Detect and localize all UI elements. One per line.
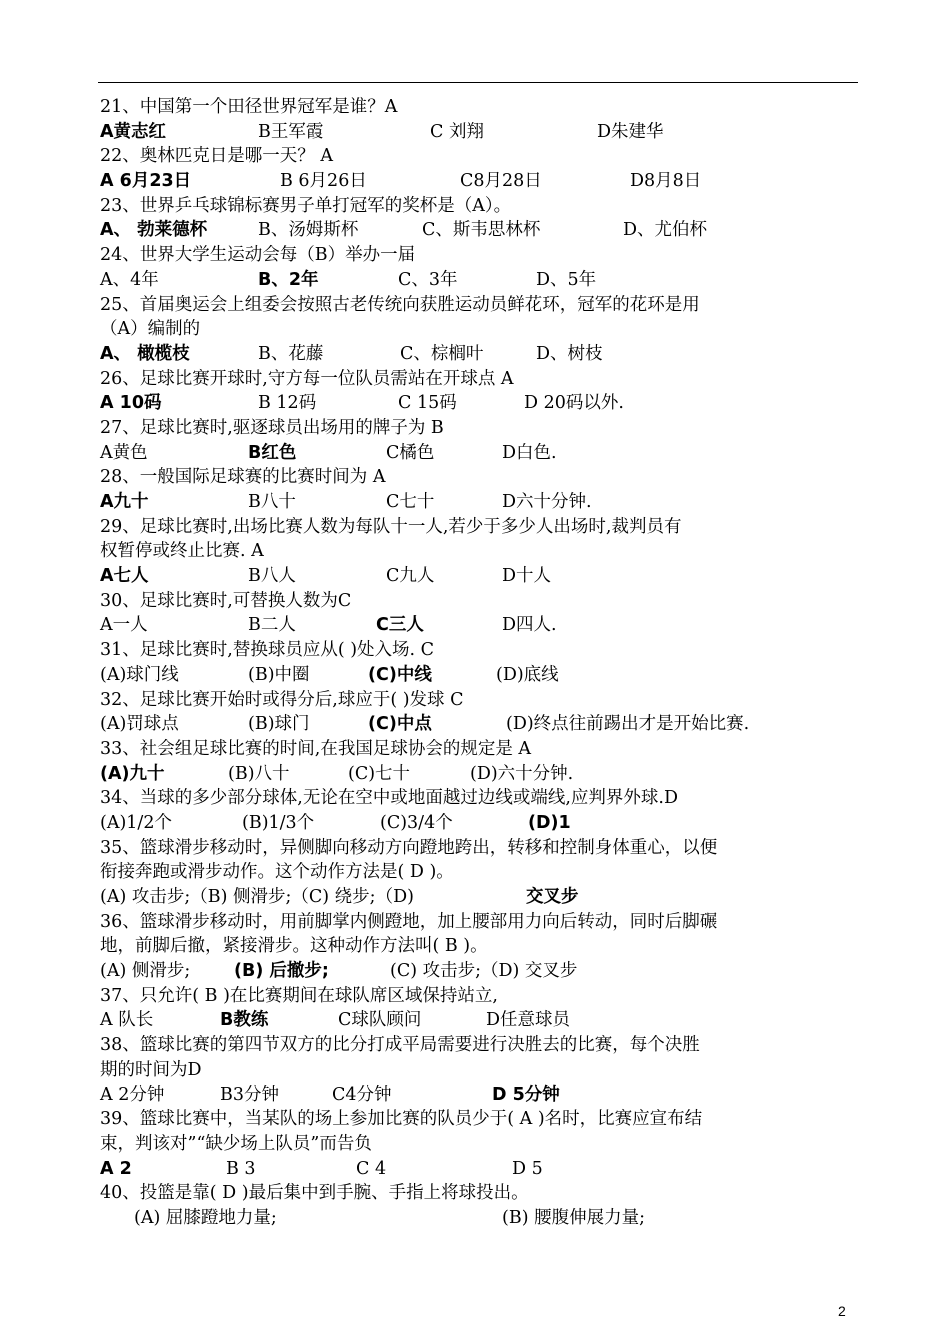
answer-option: (A)球门线: [100, 664, 179, 685]
answer-option: (A)罚球点: [100, 714, 179, 735]
answer-options: [100, 490, 870, 515]
correct-answer-option: (D)1: [528, 812, 571, 833]
correct-answer-option: A 10码: [100, 393, 162, 414]
answer-option: C、棕榈叶: [400, 343, 484, 364]
question-text: 32、足球比赛开始时或得分后,球应于( )发球 C: [100, 689, 464, 710]
answer-options: [100, 441, 870, 466]
answer-option: C 15码: [398, 393, 457, 414]
answer-option: (B)1/3个: [242, 812, 315, 833]
question-text: 23、世界乒乓球锦标赛男子单打冠军的奖杯是（A）。: [100, 195, 512, 216]
answer-option: A 队长: [100, 1010, 154, 1031]
answer-option: (D)终点往前踢出才是开始比赛.: [506, 714, 750, 735]
answer-option: D、5年: [536, 269, 597, 290]
answer-options: [100, 885, 870, 910]
question-text: 34、当球的多少部分球体,无论在空中或地面越过边线或端线,应判界外球.D: [100, 788, 678, 809]
answer-option: B二人: [248, 615, 296, 636]
question-text: 35、篮球滑步移动时，异侧脚向移动方向蹬地跨出，转移和控制身体重心，以便: [100, 837, 718, 858]
correct-answer-option: (B) 后撤步;: [234, 961, 329, 982]
correct-answer-option: C三人: [376, 615, 424, 636]
answer-options: [100, 1083, 870, 1108]
answer-options: [100, 169, 870, 194]
answer-option: (D)六十分钟.: [470, 763, 574, 784]
answer-option: C球队顾问: [338, 1010, 422, 1031]
correct-answer-option: A、 橄榄枝: [100, 343, 190, 364]
page-number: 2: [838, 1303, 846, 1319]
question-text: 地，前脚后撤，紧接滑步。这种动作方法叫( B )。: [100, 936, 488, 957]
correct-answer-option: (C)中线: [368, 664, 432, 685]
answer-option: D任意球员: [486, 1010, 571, 1031]
correct-answer-option: A七人: [100, 566, 149, 587]
question-text: 33、社会组足球比赛的时间,在我国足球协会的规定是 A: [100, 738, 532, 759]
answer-option: (D)底线: [496, 664, 559, 685]
answer-option: D、树枝: [536, 343, 603, 364]
answer-option: (B) 腰腹伸展力量;: [502, 1207, 645, 1228]
question-text: （A）编制的: [100, 319, 201, 340]
answer-options: [100, 663, 870, 688]
answer-option: D十人: [502, 566, 552, 587]
answer-option: B八人: [248, 566, 296, 587]
question-text: 38、篮球比赛的第四节双方的比分打成平局需要进行决胜去的比赛，每个决胜: [100, 1035, 700, 1056]
answer-options: [100, 811, 870, 836]
answer-options: [100, 1008, 870, 1033]
header-rule: [98, 82, 858, 83]
answer-option: C九人: [386, 566, 435, 587]
question-text: 30、足球比赛时,可替换人数为C: [100, 590, 352, 611]
answer-option: C、斯韦思林杯: [422, 220, 541, 241]
answer-options: [100, 342, 870, 367]
answer-option: (C)七十: [348, 763, 411, 784]
answer-options: [100, 1157, 870, 1182]
question-text: 31、足球比赛时,替换球员应从( )处入场. C: [100, 640, 435, 661]
answer-option: D 20码以外.: [524, 393, 624, 414]
question-text: 39、篮球比赛中，当某队的场上参加比赛的队员少于( A )名时，比赛应宣布结: [100, 1109, 703, 1130]
answer-option: B、花藤: [258, 343, 324, 364]
correct-answer-option: B、2年: [258, 269, 319, 290]
correct-answer-option: A 2: [100, 1158, 132, 1179]
answer-option: C橘色: [386, 442, 435, 463]
answer-option: B、汤姆斯杯: [258, 220, 359, 241]
question-text: 27、足球比赛时,驱逐球员出场用的牌子为 B: [100, 417, 444, 438]
answer-option: B3分钟: [220, 1084, 279, 1105]
question-text: 期的时间为D: [100, 1059, 202, 1080]
answer-option: D 5: [512, 1158, 543, 1179]
answer-option: (B)球门: [248, 714, 310, 735]
question-text: 29、足球比赛时,出场比赛人数为每队十一人,若少于多少人出场时,裁判员有: [100, 516, 682, 537]
correct-answer-option: A黄志红: [100, 121, 167, 142]
answer-options: [100, 959, 870, 984]
correct-answer-option: B红色: [248, 442, 297, 463]
question-text: 28、一般国际足球赛的比赛时间为 A: [100, 467, 386, 488]
answer-option: B 6月26日: [280, 171, 367, 192]
answer-option: D白色.: [502, 442, 557, 463]
correct-answer-option: D 5分钟: [492, 1084, 560, 1105]
answer-options: [100, 120, 870, 145]
answer-options: [100, 268, 870, 293]
question-text: 26、足球比赛开球时,守方每一位队员需站在开球点 A: [100, 368, 514, 389]
answer-option: D8月8日: [630, 171, 702, 192]
answer-option: D四人.: [502, 615, 557, 636]
question-text: 25、首届奥运会上组委会按照古老传统向获胜运动员鲜花环，冠军的花环是用: [100, 294, 700, 315]
answer-options: [100, 218, 870, 243]
answer-option: (B)八十: [228, 763, 290, 784]
question-text: 衔接奔跑或滑步动作。这个动作方法是( D )。: [100, 862, 454, 883]
question-text: 21、中国第一个田径世界冠军是谁？A: [100, 97, 398, 117]
answer-option: D朱建华: [597, 121, 664, 142]
answer-option: C 刘翔: [430, 121, 484, 142]
answer-option: B王军霞: [258, 121, 324, 142]
answer-option: (A) 侧滑步;: [100, 961, 191, 982]
answer-option: (C)3/4个: [380, 812, 453, 833]
answer-option: (C) 攻击步;（D) 交叉步: [390, 961, 578, 982]
answer-options: [100, 1206, 870, 1231]
correct-answer-option: 交叉步: [526, 887, 579, 907]
answer-options: [100, 613, 870, 638]
answer-option: A 2分钟: [100, 1084, 165, 1105]
answer-option: (A) 攻击步;（B) 侧滑步;（C) 绕步;（D): [100, 887, 414, 907]
answer-options: [100, 712, 870, 737]
answer-option: (A) 屈膝蹬地力量;: [134, 1207, 277, 1228]
answer-option: B 12码: [258, 393, 317, 414]
answer-options: [100, 564, 870, 589]
answer-option: B八十: [248, 492, 296, 512]
correct-answer-option: (C)中点: [368, 714, 432, 735]
answer-option: A一人: [100, 615, 148, 636]
answer-options: [100, 762, 870, 787]
answer-option: (B)中圈: [248, 664, 310, 685]
answer-option: A黄色: [100, 442, 148, 463]
answer-option: A、4年: [100, 269, 159, 290]
correct-answer-option: A 6月23日: [100, 171, 192, 192]
correct-answer-option: A九十: [100, 492, 149, 512]
question-list: [100, 95, 870, 1231]
question-text: 36、篮球滑步移动时，用前脚掌内侧蹬地，加上腰部用力向后转动，同时后脚碾: [100, 911, 718, 932]
question-text: 37、只允许( B )在比赛期间在球队席区域保持站立,: [100, 985, 498, 1006]
answer-option: C4分钟: [332, 1084, 392, 1105]
answer-options: [100, 391, 870, 416]
question-text: 22、奥林匹克日是哪一天？ A: [100, 146, 333, 167]
correct-answer-option: B教练: [220, 1010, 269, 1031]
answer-option: C七十: [386, 492, 435, 512]
answer-option: D六十分钟.: [502, 492, 592, 512]
correct-answer-option: A、 勃莱德杯: [100, 220, 208, 241]
answer-option: C 4: [356, 1158, 387, 1179]
question-text: 权暂停或终止比赛. A: [100, 541, 264, 562]
correct-answer-option: (A)九十: [100, 763, 165, 784]
answer-option: (A)1/2个: [100, 812, 172, 833]
question-text: 40、投篮是靠( D )最后集中到手腕、手指上将球投出。: [100, 1183, 529, 1204]
answer-option: B 3: [226, 1158, 256, 1179]
question-text: 束，判该对”“缺少场上队员”而告负: [100, 1133, 372, 1154]
answer-option: C、3年: [398, 269, 458, 290]
question-text: 24、世界大学生运动会每（B）举办一届: [100, 245, 416, 266]
answer-option: C8月28日: [460, 171, 542, 192]
answer-option: D、尤伯杯: [623, 220, 708, 241]
